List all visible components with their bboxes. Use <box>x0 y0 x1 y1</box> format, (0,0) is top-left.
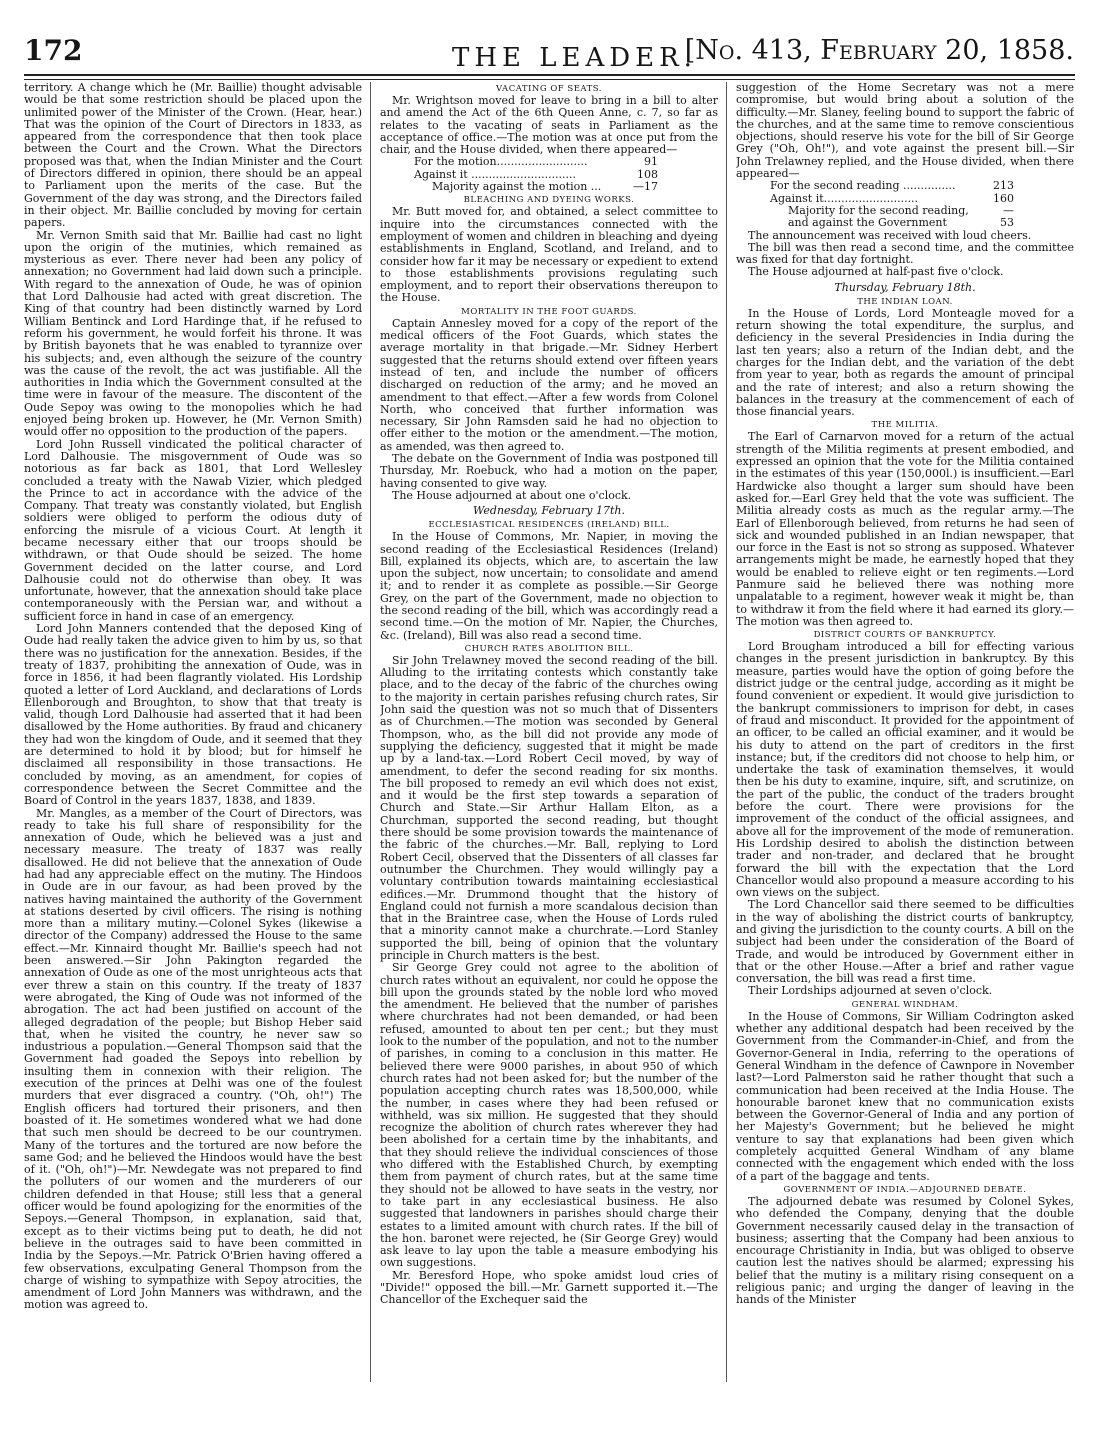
section-heading: CHURCH RATES ABOLITION BILL. <box>464 643 634 654</box>
section-heading: ECCLESIASTICAL RESIDENCES (IRELAND) BILL. <box>428 520 670 531</box>
section-heading: DISTRICT COURTS OF BANKRUPTCY. <box>813 630 997 641</box>
date-heading: Thursday, February 18th. <box>834 280 976 294</box>
paragraph: Sir George Grey could not agree to the abolition of church rates without an equivalent, nor could he oppose the bill upon the grounds stated by the noble lord who moved the amendment. He believed that the number of parishes where churchrates had not been demanded, or had been refused, amounted to about ten per cent.; but they must look to the number of the population, and not to the number of parishes, in coming to a conclusion in this matter. He believed there were 9000 parishes, in about 950 of which church rates had not been asked for; but the number of the population accepting church rates was 18,500,000, while the number, in cases where they had been refused or withheld, was six million. He suggested that they should recognize the abolition of church rates wherever they had been abolished for a certain time by the inhabitants, and that they should relieve the individual consciences of those who differed with the Established Church, by exempting them from payment of church rates, but at the same time they should not be allowed to have seats in the vestry, nor to take part in any ecclesiastical business. He also suggested that landowners in parishes should charge their estates to a limited amount with church rates. If the bill of the hon. baronet were rejected, he (Sir George Grey) would ask leave to lay upon the table a measure embodying his own suggestions. <box>380 961 718 1270</box>
page-number: 172 <box>24 34 83 67</box>
section-heading: THE INDIAN LOAN. <box>857 296 953 307</box>
section-heading: THE MILITIA. <box>871 420 939 431</box>
vote-value: 160 <box>993 191 1014 205</box>
division-result <box>380 156 718 193</box>
vote-value: —17 <box>633 180 658 194</box>
paragraph: Captain Annesley moved for a copy of the report of the medical officers of the Foot Guards, which states the average mortality in that brigade.—Mr. Sidney Herbert suggested that the returns should extend over fifteen years instead of ten, and include the number of officers discharged on reduction of the army; and he moved an amendment to that effect.—After a few words from Colonel North, who conceived that further information was necessary, Sir John Ramsden said he had no objection to offer either to the motion or the amendment.—The motion, as amended, was then agreed to. <box>380 316 718 453</box>
column-2 <box>380 82 718 1392</box>
division-result <box>736 180 1074 229</box>
paragraph: Sir John Trelawney moved the second reading of the bill. Alluding to the irritating contests which constantly take place, and to the decay of the fabric of the churches owing to the majority in certain parishes refusing church rates, Sir John said the question was not so much that of Dissenters as of Churchmen.—The motion was seconded by General Thompson, who, as the bill did not provide any mode of supplying the deficiency, suggested that it might be made up by a land-tax.—Lord Robert Cecil moved, by way of amendment, to defer the second reading for six months. The bill proposed to remedy an evil which does not exist, and it would be the first step towards a separation of Church and State.—Sir Arthur Hallam Elton, as a Churchman, supported the second reading, but thought there should be some provision towards the maintenance of the fabric of the churches.—Mr. Ball, replying to Lord Robert Cecil, observed that the Dissenters of all classes far outnumber the Churchmen. They would willingly pay a voluntary contribution towards maintaining ecclesiastical edifices.—Mr. Drummond thought that the history of England could not furnish a more scandalous decision than that in the Braintree case, when the House of Lords ruled that a minority cannot make a churchrate.—Lord Stanley supported the bill, being of opinion that the voluntary principle in Church matters is the best. <box>380 653 718 962</box>
vote-row <box>736 180 1074 192</box>
vote-value: 91 <box>644 155 658 169</box>
paragraph: Mr. Vernon Smith said that Mr. Baillie had cast no light upon the origin of the mutinies, which remained as mysterious as ever. There never had been any policy of annexation; no Government had laid down such a principle. With regard to the annexation of Oude, he was of opinion that Lord Dalhousie had acted with great discretion. The King of that country had been distinctly warned by Lord William Bentinck and Lord Hardinge that, if he refused to reform his government, he would forfeit his throne. It was by British bayonets that he was enabled to tyrannize over his subjects; and, even although the seizure of the country was the cause of the revolt, the act was justifiable. All the authorities in India which the Government consulted at the time were in favour of the measure. The discontent of the Oude Sepoy was owing to the monopolies which he had enjoyed being broken up. However, he (Mr. Vernon Smith) would offer no opposition to the production of the papers. <box>24 228 362 439</box>
vote-row <box>380 156 718 168</box>
paragraph: The debate on the Government of India was postponed till Thursday, Mr. Roebuck, who had a motion on the paper, having consented to give way. <box>380 452 718 490</box>
vote-row <box>380 181 718 193</box>
paragraph: The House adjourned at half-past five o'clock. <box>748 265 1004 279</box>
column-1 <box>24 82 362 1392</box>
paragraph: The Earl of Carnarvon moved for a return of the actual strength of the Militia regiments at present embodied, and expressed an opinion that the vote for the Militia contained in the estimates of this year (150,000l.) is insufficient.—Earl Hardwicke also thought a larger sum should have been asked for.—Earl Grey held that the vote was sufficient. The Militia already costs as much as the regular army.—The Earl of Ellenborough believed, from returns he had seen of sick and wounded published in an Indian newspaper, that our force in the East is not so strong as supposed. Whatever arrangements might be made, he earnestly hoped that they would be enabled to relieve eight or ten regiments.—Lord Panmure said he believed there was nothing more unpalatable to a regiment, however weak it might be, than to withdraw it from the field where it had earned its glory.—The motion was then agreed to. <box>736 430 1074 628</box>
paragraph: In the House of Lords, Lord Monteagle moved for a return showing the total expenditure, the surplus, and deficiency in the several Presidencies in India during the last ten years; also a return of the Indian debt, and the charges for the Indian debt, and the variation of the debt from year to year, both as regards the amount of principal and the rate of interest; and also a return showing the balances in the treasury at the commencement of each of those financial years. <box>736 306 1074 419</box>
vote-label: For the motion.......................... <box>414 155 588 169</box>
paragraph: The adjourned debate was resumed by Colonel Sykes, who defended the Company, denying that the double Government necessarily caused delay in the transaction of business; asserting that the Company had been anxious to encourage Christianity in India, but was obliged to observe caution lest the natives should be alarmed; expressing his belief that the mutiny is a military rising consequent on a religious panic; and urging the danger of leaving in the hands of the Minister <box>736 1194 1074 1307</box>
section-heading: GOVERNMENT OF INDIA.—ADJOURNED DEBATE. <box>783 1184 1027 1195</box>
section-heading: VACATING OF SEATS. <box>496 84 602 94</box>
date-heading: Wednesday, February 17th. <box>473 504 625 518</box>
paragraph: The Lord Chancellor said there seemed to be difficulties in the way of abolishing the district courts of bankruptcy, and giving the jurisdiction to the county courts. A bill on the subject had been under the consideration of the Board of Trade, and would be introduced by Government either in that or the other House.—After a brief and rather vague conversation, the bill was read a first time. <box>736 898 1074 986</box>
vote-value: 213 <box>993 179 1014 193</box>
vote-label: and against the Government <box>788 216 947 230</box>
paragraph: The bill was then read a second time, and the committee was fixed for that day fortnight. <box>736 240 1074 267</box>
vote-row <box>736 217 1074 229</box>
paragraph: Lord John Russell vindicated the political character of Lord Dalhousie. The misgovernment of Oude was so notorious as far back as 1801, that Lord Wellesley concluded a treaty with the Nawab Vizier, which pledged the Prince to act in accordance with the advice of the Company. That treaty was constantly violated, but English soldiers were obliged to perform the odious duty of enforcing the misrule of a vicious Court. At length it became necessary either that our troops should be withdrawn, or that Oude should be seized. The home Government decided on the latter course, and Lord Dalhousie could not do otherwise than obey. It was unfortunate, however, that the annexation should take place contemporaneously with the Persian war, and without a sufficient force in hand in case of an emergency. <box>24 437 362 623</box>
article-columns <box>24 82 1074 1392</box>
paragraph: Mr. Wrightson moved for leave to bring in a bill to alter and amend the Act of the 6th Queen Anne, c. 7, so far as relates to the vacating of seats in Parliament as the acceptance of office.—The motion was at once put from the chair, and the House divided, when there appeared— <box>380 94 718 157</box>
header-rule <box>24 74 1075 76</box>
paragraph: territory. A change which he (Mr. Baillie) thought advisable would be that some restriction should be placed upon the unlimited power of the Minister of the Crown. (Hear, hear.) That was the opinion of the Court of Directors in 1833, as appeared from the correspondence that then took place between the Court and the Crown. What the Directors proposed was that, when the Indian Minister and the Court of Directors differed in opinion, there should be an appeal to Parliament upon the merits of the case. But the Government of the day was strong, and the Directors failed in their object. Mr. Baillie concluded by moving for certain papers. <box>24 82 362 230</box>
masthead-title: THE LEADER. <box>452 43 697 73</box>
paragraph: Lord John Manners contended that the deposed King of Oude had really taken the advice given to him by us, so that there was no justification for the annexation. Besides, if the treaty of 1837, prohibiting the annexation of Oude, was in force in 1856, it had been flagrantly violated. His Lordship quoted a letter of Lord Auckland, and declarations of Lords Ellenborough and Broughton, to show that that treaty is valid, though Lord Dalhousie had asserted that it had been disallowed by the Home authorities. By fraud and chicanery they had won the kingdom of Oude, and it seemed that they are determined to hold it by blood; but for himself he disclaimed all responsibility in those transactions. He concluded by moving, as an amendment, for copies of correspondence between the Secret Committee and the Board of Control in the years 1837, 1838, and 1839. <box>24 622 362 808</box>
vote-label: For the second reading ............... <box>770 179 956 193</box>
section-heading: GENERAL WINDHAM. <box>851 999 959 1010</box>
paragraph: In the House of Commons, Sir William Codrington asked whether any additional despatch had been received by the Government from the Commander-in-Chief, and from the Governor-General in India, referring to the operations of General Windham in the defence of Cawnpore in November last?—Lord Palmerston said he rather thought that such a communication had been received at the India House. The honourable baronet knew that no communication exists between the Governor-General of India and any portion of her Majesty's Government; but he believed he might venture to say that explanations had been given which completely acquitted General Windham of any blame connected with the engagement which ended with the loss of a part of the baggage and tents. <box>736 1009 1074 1183</box>
page-header <box>24 34 1074 74</box>
paragraph: Mr. Beresford Hope, who spoke amidst loud cries of "Divide!" opposed the bill.—Mr. Garnett supported it.—The Chancellor of the Exchequer said the <box>380 1268 718 1307</box>
vote-label: Against it........................... <box>770 191 919 205</box>
paragraph: Mr. Mangles, as a member of the Court of Directors, was ready to take his full share of responsibility for the annexation of Oude, which he believed was a just and necessary measure. The treaty of 1837 was really disallowed. He did not believe that the annexation of Oude had had any appreciable effect on the mutiny. The Hindoos in Oude are in our favour, as had been proved by the natives having maintained the authority of the Government at stations deserted by civil officers. The rising is nothing more than a military mutiny.—Colonel Sykes (likewise a director of the Company) addressed the House to the same effect.—Mr. Kinnaird thought Mr. Baillie's speech had not been answered.—Sir John Pakington regarded the annexation of Oude as one of the most unrighteous acts that ever threw a stain on this country. If the treaty of 1837 were abrogated, the King of Oude was not informed of the abrogation. The act had been justified on account of the alleged degradation of the people; but Bishop Heber said that, when he visited the country, he never saw so industrious a population.—General Thompson said that the Government had goaded the Sepoys into rebellion by insulting them in connexion with their religion. The execution of the princes at Delhi was one of the foulest murders that ever disgraced a country. ("Oh, oh!") The English officers had tortured their prisoners, and then boasted of it. He sometimes wondered what we had done that such men should be decreed to be our countrymen. Many of the tortures and the tortured are now before the same God; and he believed the Hindoos would have the best of it. ("Oh, oh!")—Mr. Newdegate was not prepared to find the polluters of our women and the murderers of our children defended in that House; still less that a general officer would be found apologizing for the enormities of the Sepoys.—General Thompson, in explanation, said that, except as to their victims being put to death, he did not believe in the outrages said to have been committed in India by the Sepoys.—Mr. Patrick O'Brien having offered a few observations, exculpating General Thompson from the charge of wishing to sympathize with Sepoy atrocities, the amendment of Lord John Manners was withdrawn, and the motion was agreed to. <box>24 806 362 1312</box>
paragraph: In the House of Commons, Mr. Napier, in moving the second reading of the Ecclesiastical Residences (Ireland) Bill, explained its objects, which are, to ascertain the law upon the subject, now uncertain; to consolidate and amend it; and to render it as complete as possible.—Sir George Grey, on the part of the Government, made no objection to the second reading of the bill, which was accordingly read a second time.—On the motion of Mr. Napier, the Churches, &c. (Ireland), Bill was also read a second time. <box>380 530 718 642</box>
paragraph: suggestion of the Home Secretary was not a mere compromise, but would bring about a solution of the difficulty.—Mr. Slaney, feeling bound to support the fabric of the churches, and at the same time to remove conscientious objections, should reserve his vote for the bill of Sir George Grey ("Oh, Oh!"), and vote against the present bill.—Sir John Trelawney replied, and the House divided, when there appeared— <box>736 82 1074 181</box>
vote-label: Majority against the motion ... <box>432 180 602 194</box>
paragraph: The House adjourned at about one o'clock. <box>392 488 632 502</box>
section-heading: MORTALITY IN THE FOOT GUARDS. <box>461 306 637 317</box>
paragraph: Mr. Butt moved for, and obtained, a select committee to inquire into the circumstances connected with the employment of women and children in bleaching and dyeing establishments in England, Scotland, and Ireland, and to consider how far it may be necessary or expedient to extend to those establishments provisions regulating such employment, and to report their observations thereupon to the House. <box>380 205 718 305</box>
section-heading: BLEACHING AND DYEING WORKS. <box>463 195 635 206</box>
paragraph: Their Lordships adjourned at seven o'clock. <box>748 984 993 998</box>
vote-label: Majority for the second reading, <box>788 203 969 217</box>
paragraph: The announcement was received with loud cheers. <box>748 228 1032 242</box>
issue-info: [No. 413, February 20, 1858. <box>684 35 1074 66</box>
vote-label: Against it .............................. <box>414 167 577 181</box>
vote-value: — <box>1003 203 1014 217</box>
vote-value: 108 <box>637 167 658 181</box>
header-rule-thin <box>24 79 1075 80</box>
vote-value: 53 <box>1000 216 1014 230</box>
column-3 <box>736 82 1074 1392</box>
paragraph: Lord Brougham introduced a bill for effecting various changes in the present jurisdiction in bankruptcy. By this measure, parties would have the option of going before the district judge or the central judge, according as it might be found convenient or expedient. It would give jurisdiction to the bankrupt commissioners to imprison for debt, in cases of fraud and misconduct. It provided for the appointment of an officer, to be called an official examiner, and it would be his duty to attend on the part of creditors in the first instance; but, if the creditors did not choose to help him, or undertake the task of examination themselves, it would then be his duty to examine, inquire, sift, and scrutinize, on the part of the public, the conduct of the traders brought before the court. There were provisions for the improvement of the conduct of the official assignees, and above all for the improvement of the mode of remuneration. His Lordship desired to abolish the distinction between trader and non-trader, and declared that he brought forward the bill with the expectation that the Lord Chancellor would also propound a measure according to his own views on the subject. <box>736 640 1074 900</box>
